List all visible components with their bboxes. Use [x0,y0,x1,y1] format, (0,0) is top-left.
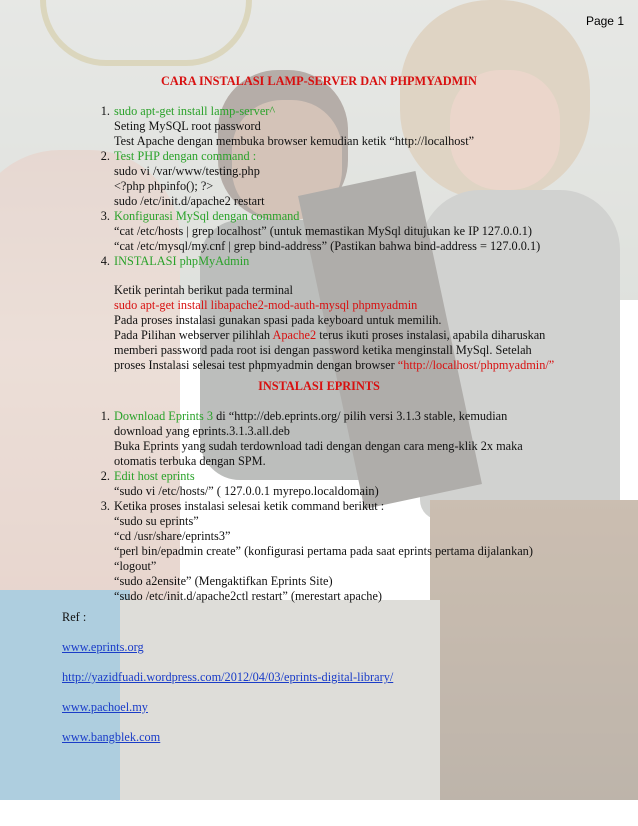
list-item: “perl bin/epadmin create” (konfigurasi pertama pada saat eprints pertama dijalankan) [114,544,533,558]
list-item: Edit host eprints [114,469,195,483]
list-number: 2. [100,149,110,163]
list-number: 1. [100,104,110,118]
section-title: INSTALASI EPRINTS [258,379,380,393]
list-item: <?php phpinfo(); ?> [114,179,214,193]
paragraph-line: Ketik perintah berikut pada terminal [114,283,293,297]
list-item: “cd /usr/share/eprints3” [114,529,231,543]
list-item: “logout” [114,559,157,573]
paragraph-line: proses Instalasi selesai test phpmyadmin dengan browser “http://localhost/phpmyadmin/” [114,358,555,372]
ref-label: Ref : [62,610,87,624]
list-item: sudo vi /var/www/testing.php [114,164,260,178]
list-number: 3. [100,499,110,513]
ref-link[interactable]: http://yazidfuadi.wordpress.com/2012/04/03/eprints-digital-library/ [62,670,394,684]
ref-link[interactable]: www.bangblek.com [62,730,161,744]
ref-link[interactable]: www.eprints.org [62,640,144,654]
list-item: download yang eprints.3.1.3.all.deb [114,424,290,438]
list-item: “sudo /etc/init.d/apache2ctl restart” (merestart apache) [114,589,383,603]
list-number: 3. [100,209,110,223]
paragraph-line: Pada Pilihan webserver pilihlah Apache2 terus ikuti proses instalasi, apabila diharuskan [114,328,546,342]
list-item: INSTALASI phpMyAdmin [114,254,250,268]
list-item: Test Apache dengan membuka browser kemudian ketik “http://localhost” [114,134,475,148]
list-item: “cat /etc/mysql/my.cnf | grep bind-address” (Pastikan bahwa bind-address = 127.0.0.1) [114,239,541,253]
list-item: sudo /etc/init.d/apache2 restart [114,194,265,208]
list-item: Konfigurasi MySql dengan command [114,209,300,223]
list-item: “cat /etc/hosts | grep localhost” (untuk memastikan MySql ditujukan ke IP 127.0.0.1) [114,224,532,238]
list-number: 1. [100,409,110,423]
list-number: 4. [100,254,110,268]
list-item: “sudo su eprints” [114,514,199,528]
paragraph-line: Pada proses instalasi gunakan spasi pada keyboard untuk memilih. [114,313,442,327]
ref-link[interactable]: www.pachoel.my [62,700,148,714]
list-number: 2. [100,469,110,483]
list-item: sudo apt-get install lamp-server^ [114,104,276,118]
list-item: Seting MySQL root password [114,119,261,133]
command-line: sudo apt-get install libapache2-mod-auth-mysql phpmyadmin [114,298,418,312]
list-item: Buka Eprints yang sudah terdownload tadi dengan dengan cara meng-klik 2x maka [114,439,523,453]
list-item: Test PHP dengan command : [114,149,257,163]
list-item: otomatis terbuka dengan SPM. [114,454,266,468]
list-item: Download Eprints 3 di “http://deb.eprints.org/ pilih versi 3.1.3 stable, kemudian [114,409,508,423]
paragraph-line: memberi password pada root isi dengan password ketika menginstall MySql. Setelah [114,343,532,357]
page-number: Page 1 [585,14,624,28]
page-title: CARA INSTALASI LAMP-SERVER DAN PHPMYADMIN [161,74,477,88]
list-item: Ketika proses instalasi selesai ketik command berikut : [114,499,385,513]
list-item: “sudo vi /etc/hosts/” ( 127.0.0.1 myrepo.localdomain) [114,484,379,498]
list-item: “sudo a2ensite” (Mengaktifkan Eprints Site) [114,574,333,588]
